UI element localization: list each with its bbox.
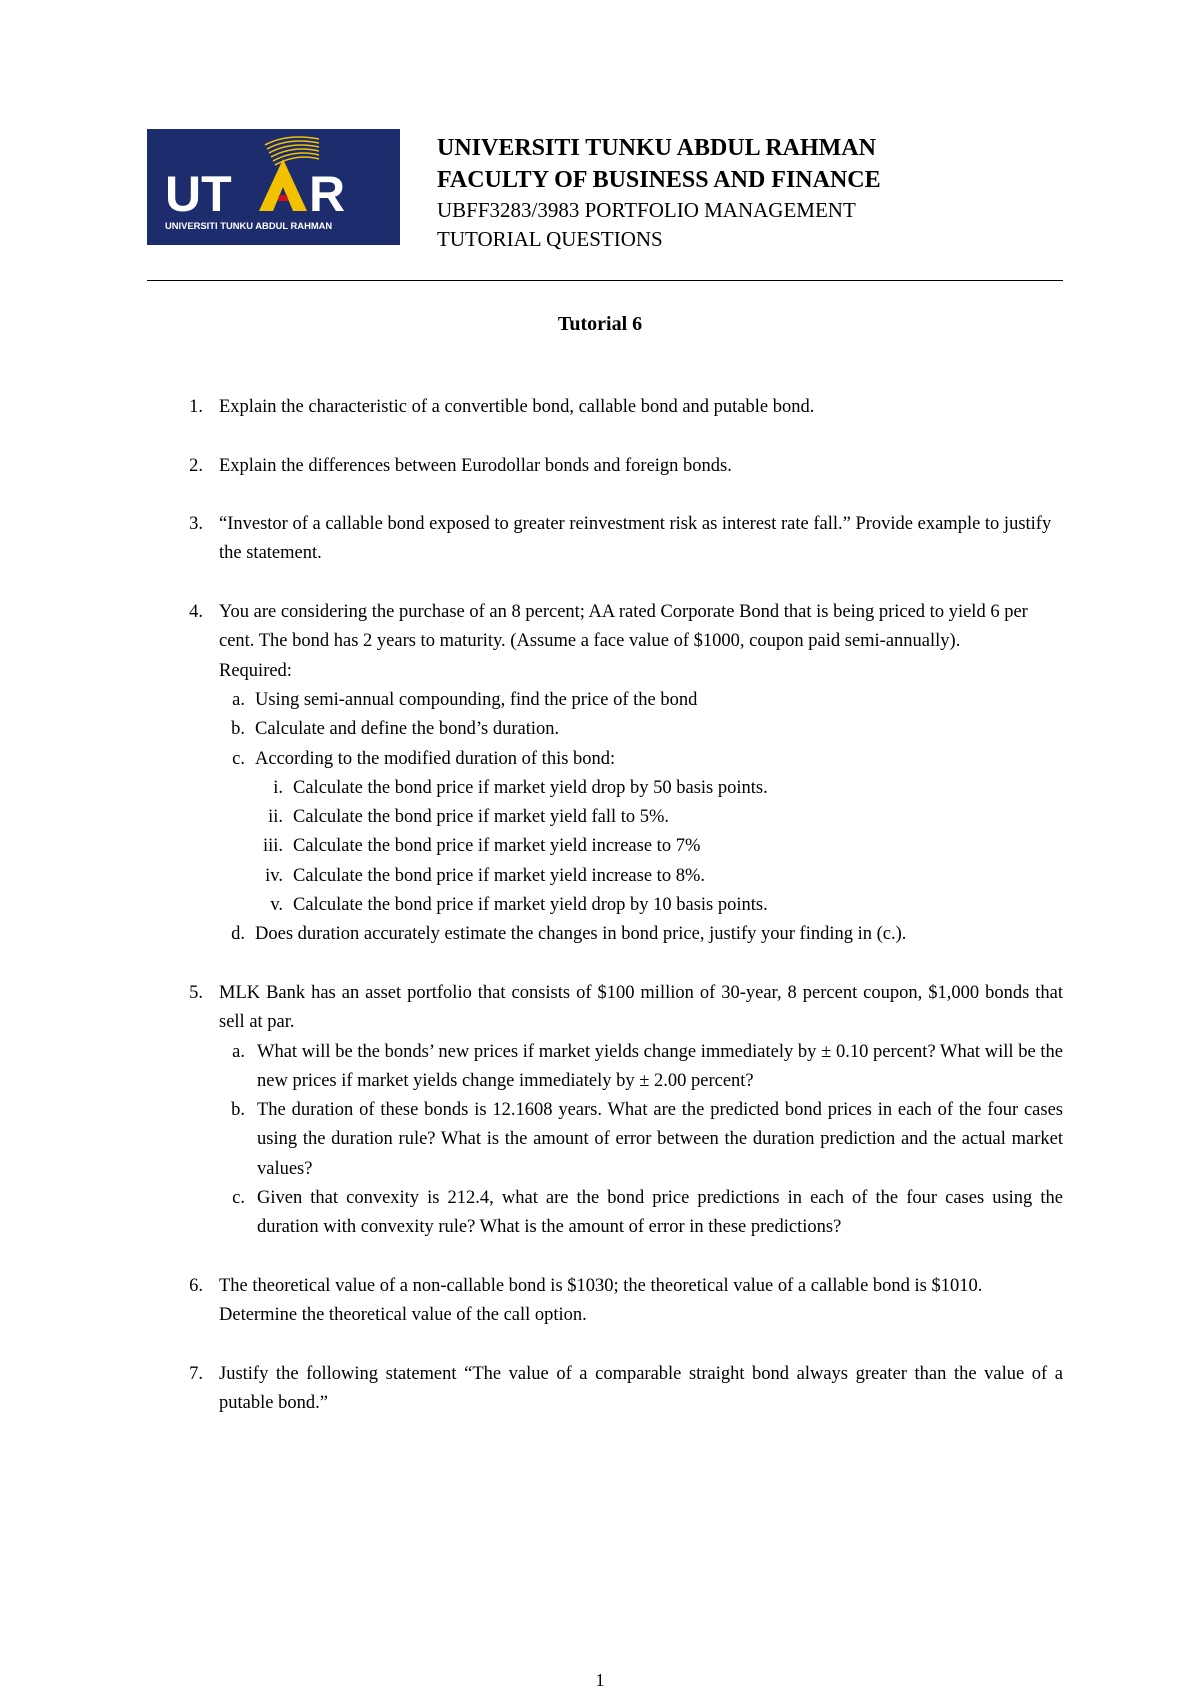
logo-a-shape — [259, 159, 307, 211]
utar-logo-graphic — [147, 129, 400, 245]
item-label: v . — [219, 891, 283, 920]
question-number: 4 . — [181, 598, 203, 627]
sub-label: b . — [219, 1096, 245, 1125]
question-text: “Investor of a callable bond exposed to greater reinvestment risk as interest rate fall.” Provide example to justify the statement. — [219, 514, 1052, 564]
question-number: 7 . — [181, 1360, 203, 1389]
sub-question-a — [219, 686, 1063, 715]
sub-item-ii — [219, 803, 1063, 832]
item-text: Calculate the bond price if market yield fall to 5%. — [293, 807, 670, 828]
sub-text: The duration of these bonds is 12.1608 years. What are the predicted bond prices in each of the four cases using the duration rule? What is the amount of error between the duration prediction and the actual market values? — [257, 1100, 1063, 1179]
item-text: Calculate the bond price if market yield increase to 7% — [293, 836, 701, 857]
sub-label: a . — [219, 1038, 245, 1067]
sub-text: Given that convexity is 212.4, what are the bond price predictions in each of the four cases using the duration with convexity rule? What is the amount of error in these predictions? — [257, 1188, 1063, 1238]
question-number: 1 . — [181, 393, 203, 422]
sub-label: d . — [219, 920, 245, 949]
question-1 — [181, 393, 1063, 422]
item-text: Calculate the bond price if market yield increase to 8%. — [293, 865, 705, 886]
sub-item-iv — [219, 862, 1063, 891]
question-text: The theoretical value of a non-callable bond is $1030; the theoretical value of a callable bond is $1010. Determine the theoretical value of the call option. — [219, 1275, 983, 1326]
sub-item-iii — [219, 832, 1063, 861]
question-text: Explain the differences between Eurodollar bonds and foreign bonds. — [219, 455, 732, 476]
item-label: iv . — [219, 862, 283, 891]
question-text: Justify the following statement “The value of a comparable straight bond always greater than the value of a putable bond.” — [219, 1363, 1063, 1414]
utar-logo — [147, 129, 400, 245]
sub-text: Calculate and define the bond’s duration. — [255, 719, 560, 740]
sub-question-b — [219, 715, 1063, 744]
logo-subtitle: UNIVERSITI TUNKU ABDUL RAHMAN — [165, 220, 333, 231]
sub-question-d — [219, 920, 1063, 949]
header-text — [437, 132, 881, 254]
sub-text: According to the modified duration of this bond: — [255, 748, 616, 769]
sub-question-c — [219, 1184, 1063, 1243]
question-text: You are considering the purchase of an 8 percent; AA rated Corporate Bond that is being priced to yield 6 per cent. The bond has 2 years to maturity. (Assume a face value of $1000, coupon paid semi-annually). — [219, 602, 1028, 652]
faculty-name: FACULTY OF BUSINESS AND FINANCE — [437, 167, 881, 193]
document-type: TUTORIAL QUESTIONS — [437, 227, 663, 251]
question-number: 6 . — [181, 1272, 203, 1301]
question-number: 5 . — [181, 979, 203, 1008]
header-divider — [147, 280, 1063, 281]
item-label: iii . — [219, 832, 283, 861]
sub-label: c . — [219, 1184, 245, 1213]
question-number: 3 . — [181, 510, 203, 539]
question-3 — [181, 510, 1063, 569]
item-label: i . — [219, 774, 283, 803]
item-label: ii . — [219, 803, 283, 832]
sub-text: What will be the bonds’ new prices if market yields change immediately by ± 0.10 percent? What will be the new prices if market yields change immediately by ± 2.00 percent? — [257, 1041, 1063, 1091]
logo-wordmark-r: R — [309, 166, 346, 222]
question-6 — [181, 1272, 1063, 1331]
question-5 — [181, 979, 1063, 1243]
required-label: Required: — [219, 660, 292, 681]
item-text: Calculate the bond price if market yield drop by 10 basis points. — [293, 895, 768, 916]
logo-wordmark-u-t: UT — [165, 166, 232, 222]
question-number: 2 . — [181, 452, 203, 481]
question-7 — [181, 1360, 1063, 1419]
sub-question-a — [219, 1038, 1063, 1097]
question-text: Explain the characteristic of a convertible bond, callable bond and putable bond. — [219, 397, 815, 417]
sub-question-b — [219, 1096, 1063, 1184]
item-text: Calculate the bond price if market yield drop by 50 basis points. — [293, 777, 768, 798]
sub-label: b . — [219, 715, 245, 744]
sub-item-i — [219, 774, 1063, 803]
university-name: UNIVERSITI TUNKU ABDUL RAHMAN — [437, 135, 876, 161]
sub-question-c — [219, 745, 1063, 774]
question-2 — [181, 452, 1063, 481]
question-text: MLK Bank has an asset portfolio that consists of $100 million of 30-year, 8 percent coupon, $1,000 bonds that sell at par. — [219, 982, 1063, 1033]
question-4 — [181, 598, 1063, 950]
sub-item-v — [219, 891, 1063, 920]
course-title: UBFF3283/3983 PORTFOLIO MANAGEMENT — [437, 198, 856, 222]
sub-text: Using semi-annual compounding, find the price of the bond — [255, 689, 698, 710]
page-number: 1 — [595, 1670, 605, 1690]
sub-label: c . — [219, 745, 245, 774]
question-list — [181, 393, 1063, 1448]
sub-text: Does duration accurately estimate the changes in bond price, justify your finding in (c.). — [255, 924, 907, 945]
sub-label: a . — [219, 686, 245, 715]
tutorial-title: Tutorial 6 — [557, 313, 643, 335]
